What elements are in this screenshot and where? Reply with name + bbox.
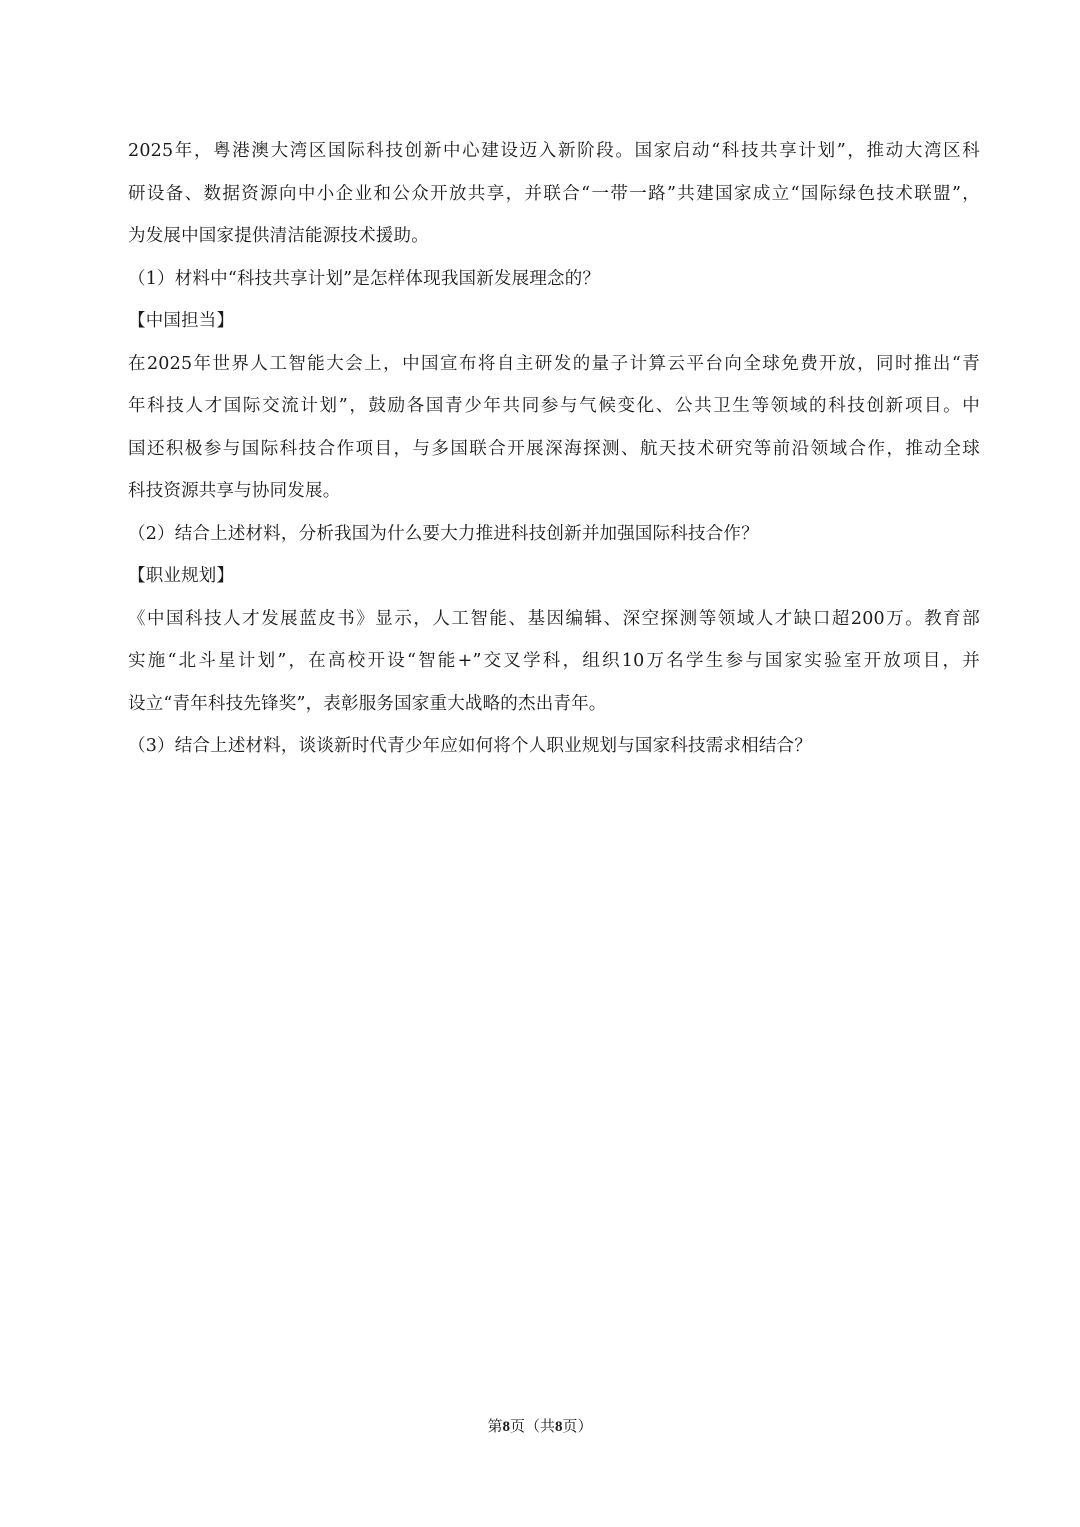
paragraph-line: 实施“北斗星计划”，在高校开设“智能+”交叉学科，组织10万名学生参与国家实验室开放项目，并	[128, 651, 980, 671]
paragraph-line: 为发展中国家提供清洁能源技术援助。	[128, 226, 429, 246]
paragraph-line: 年科技人才国际交流计划”，鼓励各国青少年共同参与气候变化、公共卫生等领域的科技创新项目。中	[128, 396, 980, 416]
paragraph-line: 研设备、数据资源向中小企业和公众开放共享，并联合“一带一路”共建国家成立“国际绿色技术联盟”，	[128, 183, 980, 204]
intro-paragraph	[128, 130, 980, 258]
paragraph-line: 国还积极参与国际科技合作项目，与多国联合开展深海探测、航天技术研究等前沿领域合作，推动全球	[128, 438, 980, 459]
question-3: （3）结合上述材料，谈谈新时代青少年应如何将个人职业规划与国家科技需求相结合？	[128, 736, 812, 756]
question-1: （1）材料中“科技共享计划”是怎样体现我国新发展理念的？	[128, 268, 601, 289]
paragraph-line: 在2025年世界人工智能大会上，中国宣布将自主研发的量子计算云平台向全球免费开放，同时推出“青	[128, 353, 980, 374]
total-pages: 8	[555, 1419, 563, 1435]
footer-suffix: 页）	[562, 1417, 593, 1435]
page-footer	[0, 1414, 1080, 1439]
paragraph-line: 科技资源共享与协同发展。	[128, 481, 341, 501]
section-heading-career: 【职业规划】	[128, 566, 235, 586]
career-paragraph	[128, 598, 980, 726]
footer-middle: 页（共	[509, 1417, 555, 1435]
section-heading-china-role: 【中国担当】	[128, 311, 235, 331]
footer-prefix: 第	[487, 1417, 503, 1435]
china-role-paragraph	[128, 343, 980, 513]
paragraph-line: 2025年，粤港澳大湾区国际科技创新中心建设迈入新阶段。国家启动“科技共享计划”，推动大湾区科	[128, 141, 980, 161]
paragraph-line: 《中国科技人才发展蓝皮书》显示，人工智能、基因编辑、深空探测等领域人才缺口超200万。教育部	[128, 608, 980, 629]
question-2: （2）结合上述材料，分析我国为什么要大力推进科技创新并加强国际科技合作？	[128, 523, 759, 544]
paragraph-line: 设立“青年科技先锋奖”，表彰服务国家重大战略的杰出青年。	[128, 693, 607, 714]
page-number: 8	[502, 1419, 510, 1435]
document-body	[128, 130, 980, 768]
